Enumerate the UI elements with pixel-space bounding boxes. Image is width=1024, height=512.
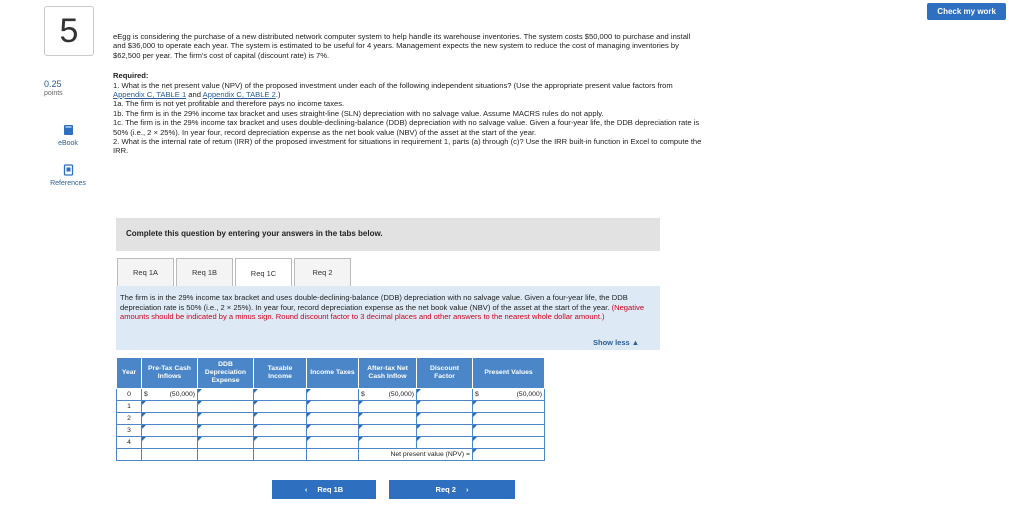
ebook-label: eBook [58,140,78,147]
problem-intro: eEgg is considering the purchase of a new distributed network computer system to help handle its warehouse inventories. The system costs $50,000 to purchase and install and $36,000 to operate each year. The system is estimated to be useful for 4 years. Management expects the new system to reduce the cost of managing inventories by $62,500 per year. The firm's cost of capital (discount rate) is 7%. [113,32,691,60]
tab-instructions-panel [116,286,660,350]
requirement-1c: 1c. The firm is in the 29% income tax bracket and uses double-declining-balance (DDB) depreciation with no salvage value. Given a four-year life, the DDB depreciation rate is 50% (i.e., 2 × 25%). In year four, record depreciation expense as the net book value (NBV) of the asset at the start of the year. [113,118,700,137]
tab-req-1a[interactable]: Req 1A [117,258,174,286]
year-cell: 3 [117,425,142,437]
pretax-input[interactable] [142,437,198,449]
present-value-input[interactable] [473,425,545,437]
income-taxes-input[interactable] [307,401,359,413]
discount-factor-input[interactable] [417,425,473,437]
income-taxes-input[interactable] [307,437,359,449]
discount-factor-input[interactable] [417,401,473,413]
npv-table [116,357,545,461]
header-discount-factor: Discount Factor [417,358,473,389]
caret-up-icon: ▲ [631,338,640,347]
after-tax-input[interactable] [359,401,417,413]
taxable-income-input[interactable] [254,413,307,425]
depreciation-input[interactable] [198,413,254,425]
taxable-income-input[interactable] [254,401,307,413]
requirement-1a: 1a. The firm is not yet profitable and therefore pays no income taxes. [113,99,345,109]
after-tax-input[interactable] [359,413,417,425]
discount-factor-input[interactable] [417,389,473,401]
npv-input[interactable] [473,449,545,461]
taxable-income-input[interactable] [254,437,307,449]
pretax-input[interactable] [142,413,198,425]
year-cell: 1 [117,401,142,413]
ebook-link[interactable] [38,124,98,147]
references-link[interactable] [38,164,98,187]
after-tax-input[interactable] [359,437,417,449]
document-icon [63,164,74,176]
instructions-bar [116,218,660,251]
taxable-income-input[interactable] [254,389,307,401]
discount-factor-input[interactable] [417,437,473,449]
table-row [117,389,545,401]
panel-text: The firm is in the 29% income tax bracket and uses double-declining-balance (DDB) depreciation with no salvage value. Given a four-year life, the DDB depreciation rate is 50% (i.e., 2 × 25%). In year four, record depreciation expense as the net book value (NBV) of the asset at the start of the year. (Negative amounts should be indicated by a minus sign. Round discount factor to 3 decimal places and other answers to the nearest whole dollar amount.) [120,293,645,321]
income-taxes-input[interactable] [307,413,359,425]
header-after-tax: After-tax Net Cash Inflow [359,358,417,389]
table-row [117,425,545,437]
header-taxable-income: Taxable Income [254,358,307,389]
year-cell: 2 [117,413,142,425]
tab-req-1c[interactable]: Req 1C [235,258,292,287]
pretax-input[interactable] [142,401,198,413]
header-year: Year [117,358,142,389]
table-row [117,401,545,413]
appendix-c-table-1-link[interactable]: Appendix C, TABLE 1 [113,90,187,100]
npv-label: Net present value (NPV) = [359,449,473,461]
appendix-c-table-2-link[interactable]: Appendix C, TABLE 2 [202,90,276,100]
next-req-2-button[interactable] [389,480,515,499]
required-heading: Required: [113,71,149,81]
points-value [44,79,63,99]
header-pretax: Pre-Tax Cash Inflows [142,358,198,389]
check-my-work-button[interactable]: Check my work [927,3,1006,20]
question-text [113,32,703,156]
requirement-2: 2. What is the internal rate of return (IRR) of the proposed investment for situations in requirement 1, parts (a) through (c)? Use the IRR built-in function in Excel to compute the IRR. [113,137,702,156]
chevron-right-icon: › [465,485,469,494]
rounding-instructions: (Negative amounts should be indicated by a minus sign. Round discount factor to 3 decimal places and other answers to the nearest whole dollar amount.) [120,302,645,321]
depreciation-input[interactable] [198,401,254,413]
depreciation-input[interactable] [198,437,254,449]
depreciation-input[interactable] [198,389,254,401]
after-tax-input[interactable] [359,425,417,437]
table-row [117,413,545,425]
requirement-tabs [117,258,353,286]
instructions-text: Complete this question by entering your answers in the tabs below. [126,229,383,238]
references-label: References [50,180,86,187]
show-less-link[interactable]: Show less ▲ [593,338,640,347]
present-value-input[interactable] [473,401,545,413]
requirement-1: 1. What is the net present value (NPV) of the proposed investment under each of the following independent situations? (Use the appropriate present value factors from Appendix C, TABLE 1 and Appendix C, TABLE 2.) [113,80,673,100]
depreciation-input[interactable] [198,425,254,437]
discount-factor-input[interactable] [417,413,473,425]
header-ddb-depreciation: DDB Depreciation Expense [198,358,254,389]
book-icon [63,124,74,136]
next-button-label: Req 2 [435,485,456,494]
npv-row [117,449,545,461]
pretax-cell: $ (50,000) [142,389,198,401]
points-number: 0.25 [44,79,62,89]
after-tax-cell: $ (50,000) [359,389,417,401]
header-present-values: Present Values [473,358,545,389]
prev-req-1b-button[interactable] [272,480,376,499]
present-value-input[interactable] [473,437,545,449]
header-income-taxes: Income Taxes [307,358,359,389]
year-cell: 4 [117,437,142,449]
requirement-1b: 1b. The firm is in the 29% income tax bracket and uses straight-line (SLN) depreciation with no salvage value. Assume MACRS rules do not apply. [113,108,604,118]
tab-req-2[interactable]: Req 2 [294,258,351,286]
taxable-income-input[interactable] [254,425,307,437]
points-label: points [44,90,63,97]
present-value-cell: $ (50,000) [473,389,545,401]
pretax-input[interactable] [142,425,198,437]
income-taxes-input[interactable] [307,425,359,437]
present-value-input[interactable] [473,413,545,425]
year-cell: 0 [117,389,142,401]
question-number: 5 [44,6,94,56]
tab-req-1b[interactable]: Req 1B [176,258,233,286]
income-taxes-input[interactable] [307,389,359,401]
table-row [117,437,545,449]
chevron-left-icon: ‹ [304,485,308,494]
prev-button-label: Req 1B [317,485,344,494]
